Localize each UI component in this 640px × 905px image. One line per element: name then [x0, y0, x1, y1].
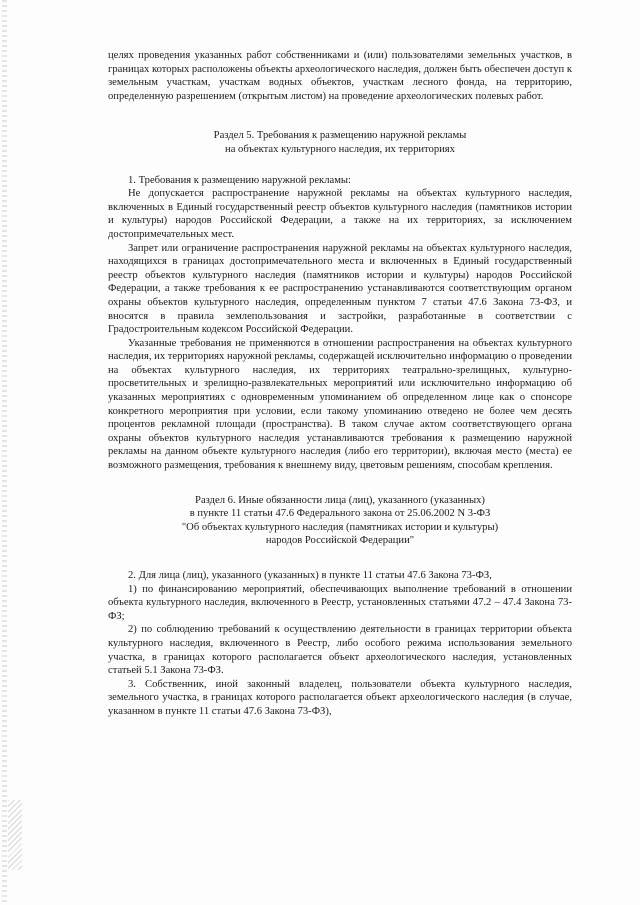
section-5-title-line-1: Раздел 5. Требования к размещению наружной рекламы [213, 130, 467, 142]
section-6-paragraph: 3. Собственник, иной законный владелец, пользователи объекта культурного наследия, земельного участка, в границах которого располагается объект археологического наследия (в случае, указанном в пункте 11 статьи 47.6 Закона 73-ФЗ), [108, 678, 572, 717]
section-6-paragraph: 2) по соблюдению требований к осуществлению деятельности в границах территории объекта культурного наследия, включенного в Реестр, либо особого режима использования земельного участка, в границах которого располагается объект археологического наследия, установленных статьей 5.1 Закона 73-ФЗ. [108, 624, 572, 677]
section-5-paragraph: 1. Требования к размещению наружной рекламы: [128, 174, 351, 186]
section-6-title-line-4: народов Российской Федерации" [265, 535, 415, 547]
section-5-paragraph: Запрет или ограничение распространения наружной рекламы на объектах культурного наследия, находящихся в границах достопримечательного места и включенных в Единый государственный реестр объектов культурного наследия (памятников истории и культуры) народов Российской Федерации, а также требования к ее распространению устанавливаются соответствующим органом охраны объектов культурного наследия, определенным пунктом 7 статьи 47.6 Закона 73-ФЗ, и вносятся в правила землепользования и застройки, разработанные в соответствии с Градостроительным кодексом Российской Федерации. [108, 242, 572, 336]
section-6-title-line-3: "Об объектах культурного наследия (памятниках истории и культуры) [181, 521, 499, 533]
section-5-paragraph: Указанные требования не применяются в отношении распространения на объектах культурного наследия, их территориях наружной рекламы, содержащей исключительно информацию о проведении на объектах культурного наследия, их территориях театрально-зрелищных, культурно-просветительных и зрелищно-развлекательных мероприятий или исключительно информацию об указанных мероприятиях с одновременным упоминанием об определенном лице как о спонсоре конкретного мероприятия при условии, если такому упоминанию отведено не более чем десять процентов рекламной площади (пространства). В таком случае актом соответствующего органа охраны объектов культурного наследия устанавливаются требования к размещению наружной рекламы на данном объекте культурного наследия (либо его территории), включая место (места) ее возможного размещения, требования к внешнему виду, цветовым решениям, способам крепления. [108, 337, 572, 472]
section-5-title-line-2: на объектах культурного наследия, их территориях [225, 143, 455, 155]
section-6-title-line-2: в пункте 11 статьи 47.6 Федерального закона от 25.06.2002 N 3-ФЗ [189, 508, 491, 520]
section-5-paragraph: Не допускается распространение наружной рекламы на объектах культурного наследия, включенных в Единый государственный реестр объектов культурного наследия (памятников истории и культуры) народов Российской Федерации, а также на их территориях, за исключением достопримечательных мест. [108, 188, 572, 240]
section-6-title-line-1: Раздел 6. Иные обязанности лица (лиц), указанного (указанных) [195, 494, 485, 506]
document-body [108, 49, 572, 719]
section-6-paragraph: 2. Для лица (лиц), указанного (указанных) в пункте 11 статьи 47.6 Закона 73-ФЗ, [128, 570, 492, 581]
section-6-paragraph: 1) по финансированию мероприятий, обеспечивающих выполнение требований в отношении объекта культурного наследия, включенного в Реестр, установленных статьями 47.2 – 47.4 Закона 73-ФЗ; [108, 583, 572, 622]
scan-margin-artifact [8, 800, 22, 870]
continuation-paragraph: целях проведения указанных работ собственниками и (или) пользователями земельных участков, в границах которых расположены объекты археологического наследия, должен быть обеспечен доступ к земельным участкам, участкам водных объектов, участкам лесного фонда, на территорию, определенную разрешением (открытым листом) на проведение археологических полевых работ. [108, 50, 572, 102]
scan-edge-artifact [2, 0, 7, 905]
